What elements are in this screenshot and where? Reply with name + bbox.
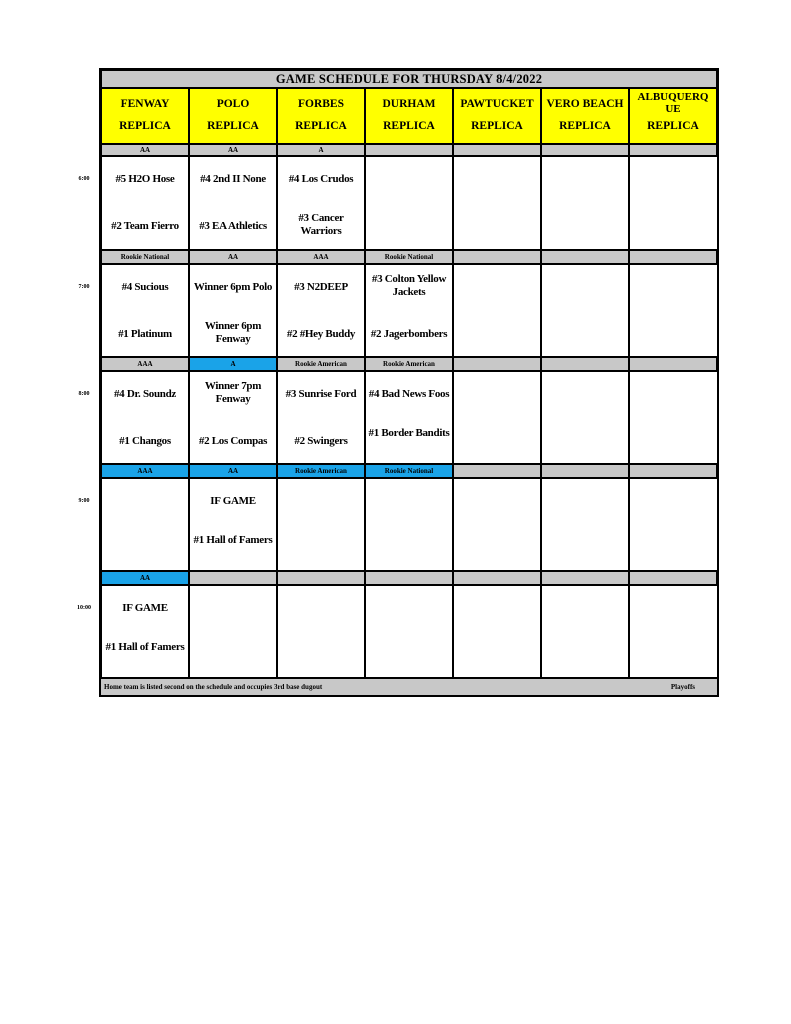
division-label: A <box>277 144 365 156</box>
team-bottom: #1 Hall of Famers <box>193 534 273 546</box>
team-top: #3 N2DEEP <box>294 281 348 293</box>
game-cell <box>629 585 717 678</box>
field-name: DURHAM <box>382 98 436 110</box>
division-label <box>629 357 717 371</box>
field-header <box>453 88 541 144</box>
field-type: REPLICA <box>119 120 171 132</box>
game-cell <box>453 478 541 571</box>
division-label <box>541 571 629 585</box>
game-cell <box>277 585 365 678</box>
team-bottom: #2 Team Fierro <box>111 220 179 232</box>
game-cell <box>277 478 365 571</box>
division-label <box>629 250 717 264</box>
team-bottom: #1 Platinum <box>118 328 172 340</box>
division-label <box>541 357 629 371</box>
game-cell <box>189 156 277 250</box>
division-label: AAA <box>101 464 189 478</box>
game-cell <box>101 264 189 357</box>
team-bottom: #2 Swingers <box>294 435 348 447</box>
team-bottom: #2 #Hey Buddy <box>286 328 356 340</box>
game-cell <box>189 371 277 464</box>
team-bottom: #1 Changos <box>119 435 171 447</box>
game-cell <box>101 585 189 678</box>
team-top: IF GAME <box>122 602 168 614</box>
game-cell <box>365 478 453 571</box>
field-type: REPLICA <box>383 120 435 132</box>
division-label: Rookie National <box>365 250 453 264</box>
game-cell <box>277 264 365 357</box>
team-top: #4 Los Crudos <box>288 173 354 185</box>
field-name: VERO BEACH <box>546 98 624 110</box>
time-label: 9:00 <box>78 498 90 504</box>
division-label <box>453 250 541 264</box>
footer-note: Home team is listed second on the schedule and occupies 3rd base dugout <box>104 682 323 691</box>
game-cell <box>629 264 717 357</box>
game-cell <box>101 156 189 250</box>
game-cell <box>629 478 717 571</box>
division-label: Rookie National <box>101 250 189 264</box>
field-type: REPLICA <box>471 120 523 132</box>
division-label <box>365 144 453 156</box>
division-label: Rookie American <box>277 464 365 478</box>
division-label <box>453 571 541 585</box>
game-cell <box>277 156 365 250</box>
team-bottom: #2 Jagerbombers <box>370 328 448 340</box>
division-label: Rookie American <box>365 357 453 371</box>
game-cell <box>101 478 189 571</box>
team-bottom: #3 EA Athletics <box>199 220 267 232</box>
field-header <box>189 88 277 144</box>
field-type: REPLICA <box>295 120 347 132</box>
time-label: 10:00 <box>77 605 91 611</box>
team-top: Winner 7pm Fenway <box>204 380 262 405</box>
division-label <box>365 571 453 585</box>
game-cell <box>365 264 453 357</box>
division-label <box>629 464 717 478</box>
schedule-title: GAME SCHEDULE FOR THURSDAY 8/4/2022 <box>101 70 717 88</box>
footer-playoffs-label: Playoffs <box>670 682 695 691</box>
division-label <box>277 571 365 585</box>
division-label <box>453 144 541 156</box>
team-top: #3 Sunrise Ford <box>285 388 357 400</box>
schedule-sheet <box>99 68 719 697</box>
division-label <box>541 464 629 478</box>
schedule-footer <box>101 678 717 695</box>
division-label: AAA <box>277 250 365 264</box>
game-cell <box>365 585 453 678</box>
team-bottom: Winner 6pm Fenway <box>204 320 262 345</box>
time-label: 6:00 <box>78 176 90 182</box>
division-label <box>189 571 277 585</box>
game-cell <box>365 156 453 250</box>
team-top: IF GAME <box>210 495 256 507</box>
team-top: #4 Sucious <box>121 281 169 293</box>
game-cell <box>453 371 541 464</box>
game-cell <box>101 371 189 464</box>
division-label: Rookie National <box>365 464 453 478</box>
game-cell <box>453 264 541 357</box>
field-type: REPLICA <box>207 120 259 132</box>
division-label: AA <box>101 144 189 156</box>
game-cell <box>541 156 629 250</box>
division-label: Rookie American <box>277 357 365 371</box>
team-top: Winner 6pm Polo <box>193 281 273 293</box>
division-label <box>629 571 717 585</box>
division-label <box>453 464 541 478</box>
game-cell <box>541 585 629 678</box>
division-label: AA <box>189 464 277 478</box>
team-bottom: #1 Border Bandits <box>368 427 450 439</box>
game-cell <box>453 585 541 678</box>
field-header <box>277 88 365 144</box>
division-label <box>629 144 717 156</box>
game-cell <box>189 478 277 571</box>
time-label: 7:00 <box>78 284 90 290</box>
game-cell <box>541 478 629 571</box>
division-label: AA <box>189 250 277 264</box>
field-header <box>541 88 629 144</box>
team-top: #4 2nd II None <box>200 173 266 185</box>
division-label <box>453 357 541 371</box>
field-name: ALBUQUERQUE <box>637 91 709 116</box>
game-cell <box>365 371 453 464</box>
division-label: AA <box>101 571 189 585</box>
game-cell <box>189 264 277 357</box>
game-cell <box>629 156 717 250</box>
field-name: PAWTUCKET <box>460 98 534 110</box>
division-label: A <box>189 357 277 371</box>
team-top: #3 Colton Yellow Jackets <box>371 273 447 298</box>
field-name: FORBES <box>297 98 344 110</box>
division-label: AA <box>189 144 277 156</box>
team-bottom: #2 Los Compas <box>198 435 268 447</box>
division-label: AAA <box>101 357 189 371</box>
team-bottom: #1 Hall of Famers <box>105 641 185 653</box>
game-cell <box>189 585 277 678</box>
field-name: FENWAY <box>120 98 170 110</box>
game-cell <box>541 371 629 464</box>
field-type: REPLICA <box>559 120 611 132</box>
field-header <box>629 88 717 144</box>
team-top: #4 Dr. Soundz <box>113 388 177 400</box>
division-label <box>541 250 629 264</box>
time-label: 8:00 <box>78 391 90 397</box>
field-name: POLO <box>216 98 250 110</box>
game-cell <box>629 371 717 464</box>
team-bottom: #3 Cancer Warriors <box>298 212 344 237</box>
field-header <box>365 88 453 144</box>
field-header <box>101 88 189 144</box>
game-cell <box>453 156 541 250</box>
team-top: #5 H2O Hose <box>115 173 175 185</box>
game-cell <box>277 371 365 464</box>
team-top: #4 Bad News Foos <box>368 388 450 400</box>
game-cell <box>541 264 629 357</box>
field-type: REPLICA <box>647 120 699 132</box>
division-label <box>541 144 629 156</box>
